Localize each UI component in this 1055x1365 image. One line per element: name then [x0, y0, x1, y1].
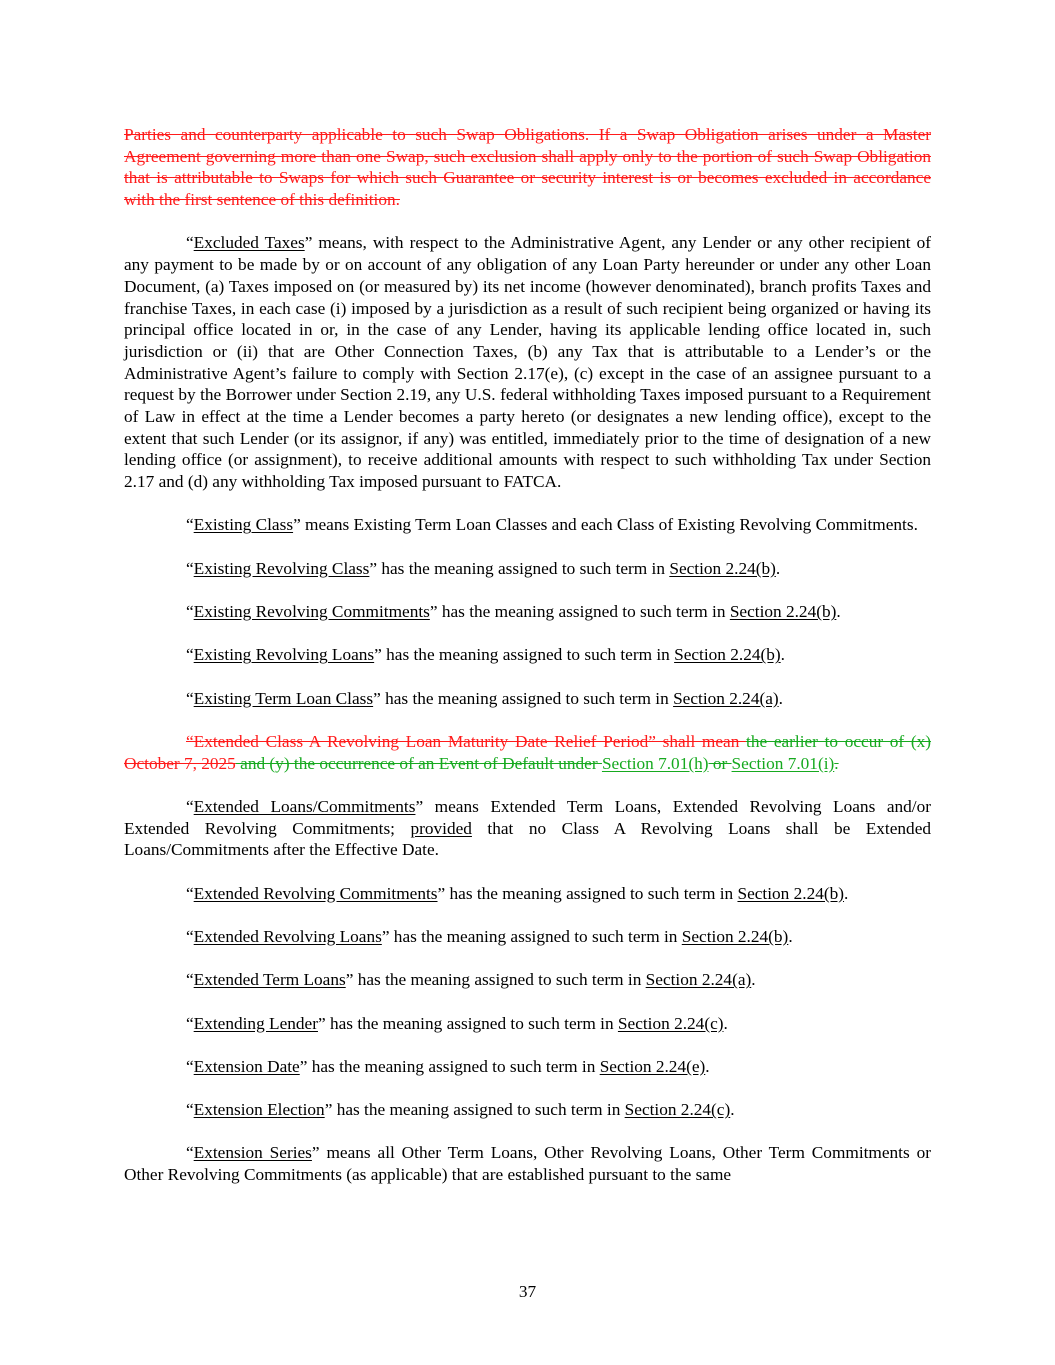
definition-extended-loans-commitments: “Extended Loans/Commitments” means Extended Term Loans, Extended Revolving Loans and/or Extended Revolving Commitments; provided that no Class A Revolving Loans shall be Extended Loans/Commitments after the Effective Date. [124, 796, 931, 860]
deleted-text: “Extended Class A Revolving Loan Maturity Date Relief Period” shall mean [186, 731, 747, 751]
section-reference: Section 2.24(a) [673, 688, 779, 708]
definition-extended-revolving-commitments: “Extended Revolving Commitments” has the meaning assigned to such term in Section 2.24(b). [186, 883, 849, 903]
definition-extended-revolving-loans: “Extended Revolving Loans” has the meaning assigned to such term in Section 2.24(b). [186, 926, 793, 946]
moved-section-reference: Section 7.01(i) [731, 753, 835, 773]
definition-extension-series: “Extension Series” means all Other Term Loans, Other Revolving Loans, Other Term Commitments or Other Revolving Commitments (as applicable) that are established pursuant to the same [124, 1143, 931, 1185]
section-reference: Section 2.24(e) [599, 1056, 706, 1076]
defined-term: Extension Series [193, 1143, 312, 1163]
section-reference: Section 2.24(c) [624, 1100, 731, 1120]
section-reference: Section 2.24(b) [737, 883, 845, 903]
defined-term: Extending Lender [193, 1013, 318, 1033]
defined-term: Existing Class [193, 515, 294, 535]
provided-keyword: provided [410, 818, 472, 838]
defined-term: Extended Term Loans [193, 970, 346, 990]
section-reference: Section 2.24(a) [645, 970, 752, 990]
definition-existing-revolving-class: “Existing Revolving Class” has the meaning assigned to such term in Section 2.24(b). [186, 558, 781, 578]
definition-extending-lender: “Extending Lender” has the meaning assigned to such term in Section 2.24(c). [186, 1013, 728, 1033]
deleted-text: Parties and counterparty applicable to such Swap Obligations. If a Swap Obligation arises under a Master Agreement governing more than one Swap, such exclusion shall apply only to the portion of such Swap Obligation that is attributable to Swaps for which such Guarantee or security interest is or becomes excluded in accordance with the first sentence of this definition. [124, 125, 931, 210]
moved-text: or [708, 753, 732, 773]
moved-text: . [834, 753, 839, 773]
deleted-text: October 7, 2025 [124, 753, 236, 773]
defined-term: Existing Revolving Loans [193, 645, 375, 665]
defined-term: Excluded Taxes [193, 233, 305, 253]
definition-existing-class: “Existing Class” means Existing Term Loan Classes and each Class of Existing Revolving Commitments. [186, 515, 918, 535]
moved-section-reference: Section 7.01(h) [601, 753, 709, 773]
defined-term: Existing Revolving Commitments [193, 602, 430, 622]
moved-text: and (y) the occurrence of an Event of Default under [235, 753, 602, 773]
defined-term: Existing Revolving Class [193, 558, 370, 578]
definition-extension-date: “Extension Date” has the meaning assigned to such term in Section 2.24(e). [186, 1056, 710, 1076]
definition-body: ” means Existing Term Loan Classes and each Class of Existing Revolving Commitments. [293, 515, 918, 535]
defined-term: Extension Date [193, 1056, 300, 1076]
defined-term: Extended Loans/Commitments [193, 796, 416, 816]
defined-term: Extended Revolving Loans [193, 926, 382, 946]
defined-term: Extended Revolving Commitments [193, 883, 438, 903]
deleted-definition-relief-period [124, 731, 931, 774]
document-page [124, 124, 931, 1207]
definition-existing-revolving-commitments: “Existing Revolving Commitments” has the meaning assigned to such term in Section 2.24(b). [186, 602, 841, 622]
section-reference: Section 2.24(b) [674, 645, 781, 665]
definition-extension-election: “Extension Election” has the meaning assigned to such term in Section 2.24(c). [186, 1100, 735, 1120]
definition-existing-term-loan-class: “Existing Term Loan Class” has the meaning assigned to such term in Section 2.24(a). [186, 688, 783, 708]
section-reference: Section 2.24(b) [681, 926, 789, 946]
section-reference: Section 2.24(b) [729, 602, 837, 622]
definition-body: ” means, with respect to the Administrative Agent, any Lender or any other recipient of any payment to be made by or on account of any obligation of any Loan Party hereunder or under any other Loan Document, (a) Taxes imposed on (or measured by) its net income (however denominated), branch profits Taxes and franchise Taxes, in each case (i) imposed by a jurisdiction as a result of such recipient being organized or having its principal office located in or, in the case of any Lender, having its applicable lending office located in, such jurisdiction or (ii) that are Other Connection Taxes, (b) any Tax that is attributable to a Lender’s or the Administrative Agent’s failure to comply with Section 2.17(e), (c) except in the case of an assignee pursuant to a request by the Borrower under Section 2.19, any U.S. federal withholding Taxes imposed pursuant to a Requirement of Law in effect at the time a Lender becomes a party hereto (or designates a new lending office), except to the extent that such Lender (or its assignor, if any) was entitled, immediately prior to the time of designation of a new lending office (or assignment), to receive additional amounts with respect to such withholding Tax under Section 2.17 and (d) any withholding Tax imposed pursuant to FATCA. [124, 233, 932, 492]
section-reference: Section 2.24(b) [669, 558, 776, 578]
definition-body: ” means all Other Term Loans, Other Revolving Loans, Other Term Commitments or Other Revolving Commitments (as applicable) that are established pursuant to the same [124, 1143, 931, 1185]
definition-existing-revolving-loans: “Existing Revolving Loans” has the meaning assigned to such term in Section 2.24(b). [186, 645, 785, 665]
moved-text: the earlier to occur of (x) [746, 731, 931, 751]
definition-excluded-taxes: “Excluded Taxes” means, with respect to the Administrative Agent, any Lender or any other recipient of any payment to be made by or on account of any obligation of any Loan Party hereunder or under any other Loan Document, (a) Taxes imposed on (or measured by) its net income (however denominated), branch profits Taxes and franchise Taxes, in each case (i) imposed by a jurisdiction as a result of such recipient being organized or having its principal office located in or, in the case of any Lender, having its applicable lending office located in, such jurisdiction or (ii) that are Other Connection Taxes, (b) any Tax that is attributable to a Lender’s or the Administrative Agent’s failure to comply with Section 2.17(e), (c) except in the case of an assignee pursuant to a request by the Borrower under Section 2.19, any U.S. federal withholding Taxes imposed pursuant to a Requirement of Law in effect at the time a Lender becomes a party hereto (or designates a new lending office), except to the extent that such Lender (or its assignor, if any) was entitled, immediately prior to the time of designation of a new lending office (or assignment), to receive additional amounts with respect to such withholding Tax under Section 2.17 and (d) any withholding Tax imposed pursuant to FATCA. [124, 233, 932, 492]
defined-term: Extension Election [193, 1100, 325, 1120]
section-reference: Section 2.24(c) [617, 1013, 724, 1033]
definition-extended-term-loans: “Extended Term Loans” has the meaning assigned to such term in Section 2.24(a). [186, 970, 756, 990]
deleted-paragraph-swap-obligations [124, 124, 931, 211]
page-number: 37 [518, 1282, 537, 1301]
defined-term: Existing Term Loan Class [193, 688, 374, 708]
